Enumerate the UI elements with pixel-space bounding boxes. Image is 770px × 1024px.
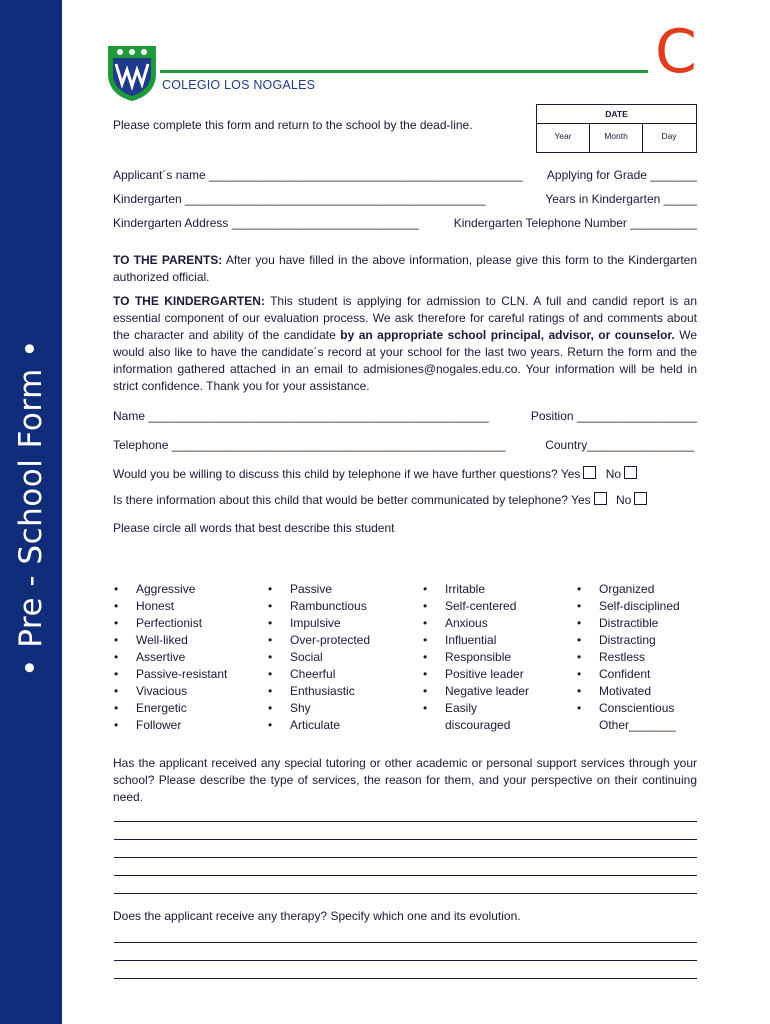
circle-instruction: Please circle all words that best describe this student	[113, 521, 395, 535]
trait-item[interactable]: • Anxious	[423, 615, 529, 632]
trait-item[interactable]: • Self-disciplined	[577, 598, 680, 615]
trait-item[interactable]: • Restless	[577, 649, 680, 666]
trait-item[interactable]: • Rambunctious	[268, 598, 370, 615]
kindergarten-text-2: We would also like to have the candidate´s record at your school for the last two years. Return the form and the information gathered attached in an email to admisiones@nogales.edu.co. Your information will be held in strict confidence. Thank you for your assistance.	[113, 328, 698, 393]
parents-label: TO THE PARENTS:	[113, 253, 223, 267]
trait-item[interactable]: • Vivacious	[114, 683, 227, 700]
therapy-answer-line[interactable]	[114, 978, 697, 979]
sidebar-title: • Pre - School Form •	[13, 339, 49, 677]
tutoring-answer-line[interactable]	[114, 893, 697, 894]
trait-item[interactable]: • Well-liked	[114, 632, 227, 649]
trait-item[interactable]: • Conscientious	[577, 700, 680, 717]
trait-other-field[interactable]: Other_______	[599, 718, 676, 732]
question-phone-info-text: Is there information about this child that would be better communicated by telephone? Yes	[113, 493, 591, 507]
trait-item[interactable]: • Cheerful	[268, 666, 370, 683]
trait-column-4	[577, 581, 680, 734]
no-checkbox-1[interactable]	[624, 466, 637, 479]
trait-item[interactable]: • Enthusiastic	[268, 683, 370, 700]
date-title: DATE	[537, 105, 696, 124]
position-field[interactable]: Position __________________	[530, 409, 697, 423]
trait-column-3	[423, 581, 529, 734]
trait-item[interactable]: • Responsible	[423, 649, 529, 666]
trait-item[interactable]: • Aggressive	[114, 581, 227, 598]
kindergarten-text-bold: by an appropriate school principal, advisor, or counselor.	[340, 328, 675, 342]
sidebar-band	[0, 0, 62, 1024]
question-phone-info	[113, 492, 647, 508]
trait-item[interactable]: • Passive-resistant	[114, 666, 227, 683]
trait-item[interactable]: • Irritable	[423, 581, 529, 598]
trait-item[interactable]: • Shy	[268, 700, 370, 717]
reporter-name-field[interactable]: Name ___________________________________________________	[113, 409, 489, 423]
reporter-telephone-field[interactable]: Telephone __________________________________________________	[113, 438, 506, 452]
no-label-2: No	[615, 493, 632, 507]
yes-checkbox-2[interactable]	[594, 492, 607, 505]
yes-checkbox-1[interactable]	[583, 466, 596, 479]
therapy-answer-line[interactable]	[114, 942, 697, 943]
tutoring-question: Has the applicant received any special tutoring or other academic or personal support services through your school? Please describe the type of services, the reason for them, and your perspective on their continuing need.	[113, 756, 697, 804]
question-phone-discuss-text: Would you be willing to discuss this child by telephone if we have further questions? Yes	[113, 467, 581, 481]
school-name: COLEGIO LOS NOGALES	[162, 78, 316, 92]
kindergarten-text-1: This student is applying for admission to CLN. A full and candid report is an essential component of our evaluation process. We ask therefore for careful ratings of and comments about the character and ability of the candidate	[113, 294, 697, 342]
trait-item[interactable]: • Distractible	[577, 615, 680, 632]
trait-item[interactable]: • Negative leader	[423, 683, 529, 700]
kindergarten-telephone-field[interactable]: Kindergarten Telephone Number __________	[453, 216, 697, 230]
trait-column-1	[114, 581, 227, 734]
kindergarten-note	[113, 293, 697, 395]
no-checkbox-2[interactable]	[634, 492, 647, 505]
header-rule	[160, 70, 648, 73]
trait-item[interactable]: • Positive leader	[423, 666, 529, 683]
applicant-name-field[interactable]: Applicant´s name _______________________________________________	[113, 168, 523, 182]
trait-item[interactable]: • Confident	[577, 666, 680, 683]
trait-item[interactable]: • Perfectionist	[114, 615, 227, 632]
parents-note	[113, 252, 697, 286]
trait-item[interactable]: • Influential	[423, 632, 529, 649]
intro-text: Please complete this form and return to the school by the dead-line.	[113, 118, 473, 132]
country-field[interactable]: Country________________	[545, 438, 694, 452]
kindergarten-field[interactable]: Kindergarten _____________________________________________	[113, 192, 486, 206]
trait-item[interactable]: • Organized	[577, 581, 680, 598]
therapy-answer-line[interactable]	[114, 960, 697, 961]
date-year-field[interactable]: Year	[537, 124, 590, 152]
tutoring-answer-line[interactable]	[114, 857, 697, 858]
trait-column-2	[268, 581, 370, 734]
trait-item[interactable]: • Self-centered	[423, 598, 529, 615]
trait-item[interactable]: • Passive	[268, 581, 370, 598]
trait-item[interactable]: • Honest	[114, 598, 227, 615]
trait-item[interactable]: • Over-protected	[268, 632, 370, 649]
trait-item[interactable]: • Impulsive	[268, 615, 370, 632]
form-letter: C	[655, 17, 697, 87]
date-day-field[interactable]: Day	[661, 131, 677, 141]
trait-item[interactable]: • Easily	[423, 700, 529, 717]
grade-field[interactable]: Applying for Grade _______	[546, 168, 697, 182]
tutoring-answer-line[interactable]	[114, 839, 697, 840]
trait-item[interactable]: • Assertive	[114, 649, 227, 666]
trait-item[interactable]: • Social	[268, 649, 370, 666]
tutoring-answer-line[interactable]	[114, 875, 697, 876]
trait-item[interactable]: • Distracting	[577, 632, 680, 649]
parents-text: After you have filled in the above information, please give this form to the Kindergarten authorized official.	[113, 253, 698, 284]
years-in-kindergarten-field[interactable]: Years in Kindergarten _____	[545, 192, 697, 206]
kindergarten-address-field[interactable]: Kindergarten Address ____________________________	[113, 216, 419, 230]
trait-item[interactable]: • Articulate	[268, 717, 370, 734]
trait-item-continuation[interactable]: discouraged	[445, 718, 511, 732]
tutoring-answer-line[interactable]	[114, 821, 697, 822]
trait-item[interactable]: • Energetic	[114, 700, 227, 717]
school-crest-logo	[106, 44, 158, 102]
kindergarten-label: TO THE KINDERGARTEN:	[113, 294, 265, 308]
date-month-field[interactable]: Month	[590, 124, 643, 152]
question-phone-discuss	[113, 466, 637, 482]
therapy-question: Does the applicant receive any therapy? Specify which one and its evolution.	[113, 909, 521, 923]
trait-item[interactable]: • Motivated	[577, 683, 680, 700]
no-label-1: No	[605, 467, 622, 481]
trait-item[interactable]: • Follower	[114, 717, 227, 734]
date-box	[536, 104, 697, 153]
